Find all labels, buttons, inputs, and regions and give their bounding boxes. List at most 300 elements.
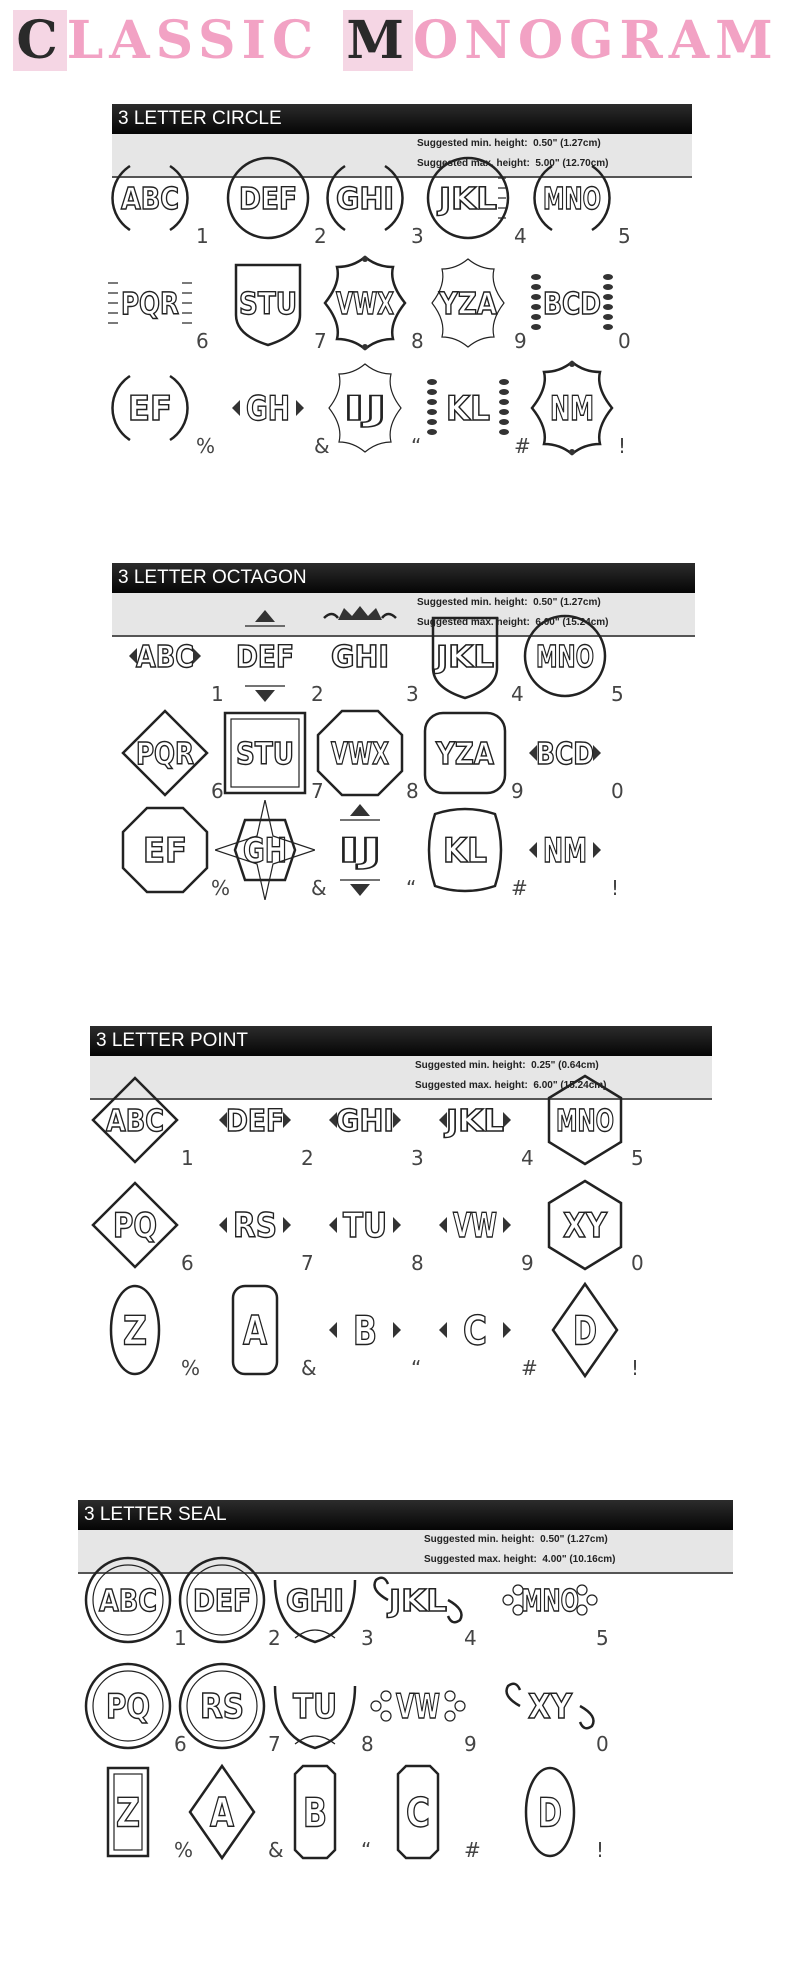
monogram-tile bbox=[425, 1280, 543, 1386]
monogram-letters: GHI bbox=[336, 181, 394, 217]
monogram-tile bbox=[85, 1175, 203, 1281]
monogram-letters: VWX bbox=[336, 286, 395, 322]
monogram-circle-lines-icon bbox=[418, 148, 518, 248]
leaf bbox=[531, 304, 541, 310]
style-number: 4 bbox=[464, 1626, 477, 1650]
monogram-tile bbox=[310, 606, 428, 712]
min-height-value: 0.50" (1.27cm) bbox=[533, 138, 601, 149]
style-number: 2 bbox=[301, 1146, 314, 1170]
monogram-letters: GH bbox=[246, 389, 290, 430]
monogram-tile bbox=[100, 148, 218, 254]
monogram-tile bbox=[515, 606, 633, 712]
monogram-scroll-icon bbox=[500, 1656, 600, 1756]
monogram-letters: PQ bbox=[106, 1687, 150, 1728]
style-number: 5 bbox=[631, 1146, 644, 1170]
flower bbox=[503, 1595, 513, 1605]
style-number: ! bbox=[611, 876, 620, 900]
monogram-letters: GHI bbox=[286, 1583, 344, 1619]
monogram-tile bbox=[310, 703, 428, 809]
monogram-rect-notch-icon bbox=[265, 1762, 365, 1862]
right-scroll bbox=[448, 1600, 462, 1622]
style-number: 4 bbox=[521, 1146, 534, 1170]
monogram-oval-icon bbox=[500, 1762, 600, 1862]
monogram-letters: JKL bbox=[433, 639, 494, 675]
monogram-circle-double-icon bbox=[172, 1656, 272, 1756]
monogram-letters: MNO bbox=[521, 1583, 579, 1619]
monogram-tile bbox=[418, 148, 536, 254]
monogram-tile bbox=[315, 1175, 433, 1281]
monogram-tile bbox=[310, 800, 428, 906]
page-title bbox=[0, 10, 792, 71]
monogram-letters: TU bbox=[343, 1206, 387, 1247]
monogram-octagon-icon bbox=[310, 703, 410, 803]
leaf bbox=[531, 284, 541, 290]
leaf bbox=[427, 399, 437, 405]
right-scroll bbox=[580, 1706, 594, 1728]
monogram-rect-notch-icon bbox=[368, 1762, 468, 1862]
title-part-2: ONOGRAM bbox=[412, 10, 779, 71]
style-number: ! bbox=[596, 1838, 605, 1862]
style-number: 7 bbox=[301, 1251, 314, 1275]
max-height-value: 5.00" (12.70cm) bbox=[535, 158, 609, 169]
style-number: 0 bbox=[611, 779, 624, 803]
style-number: 4 bbox=[511, 682, 524, 706]
monogram-letters: STU bbox=[239, 286, 297, 322]
monogram-star-icon bbox=[215, 800, 315, 900]
monogram-letters: B bbox=[353, 1308, 377, 1355]
leaf bbox=[603, 284, 613, 290]
monogram-letters: XY bbox=[528, 1687, 573, 1728]
left-scroll bbox=[507, 1684, 521, 1706]
title-part-1: LASSIC bbox=[66, 10, 344, 71]
monogram-letters: C bbox=[406, 1790, 430, 1837]
style-number: 1 bbox=[181, 1146, 194, 1170]
monogram-tile bbox=[418, 358, 536, 464]
style-number: 6 bbox=[196, 329, 209, 353]
monogram-diamond-icon bbox=[115, 703, 215, 803]
max-height-label: Suggested max. height: bbox=[417, 617, 530, 628]
monogram-letters: DEF bbox=[193, 1583, 251, 1619]
style-number: & bbox=[268, 1838, 284, 1862]
monogram-shield-icon bbox=[218, 253, 318, 353]
left-scroll bbox=[375, 1578, 389, 1600]
style-number: 8 bbox=[406, 779, 419, 803]
monogram-tile bbox=[535, 1070, 653, 1176]
section-heading: 3 LETTER POINT bbox=[90, 1026, 712, 1056]
ornament-dot bbox=[569, 361, 575, 367]
right-arrow bbox=[283, 1217, 291, 1233]
style-number: 3 bbox=[411, 1146, 424, 1170]
style-number: 8 bbox=[411, 1251, 424, 1275]
style-number: % bbox=[181, 1356, 201, 1380]
section-heading: 3 LETTER OCTAGON bbox=[112, 563, 695, 593]
top-tip bbox=[255, 610, 275, 622]
min-height-value: 0.25" (0.64cm) bbox=[531, 1060, 599, 1071]
style-number: & bbox=[314, 434, 330, 458]
leaf bbox=[499, 429, 509, 435]
style-number: 5 bbox=[596, 1626, 609, 1650]
monogram-arrows-icon bbox=[205, 1175, 305, 1275]
monogram-letters: IJ bbox=[343, 389, 387, 430]
monogram-hexagon-icon bbox=[535, 1175, 635, 1275]
leaf bbox=[603, 294, 613, 300]
monogram-letters: A bbox=[243, 1308, 268, 1355]
monogram-swirl-icon bbox=[265, 1550, 365, 1650]
monogram-letters: IJ bbox=[338, 831, 382, 872]
min-height-label: Suggested min. height: bbox=[417, 138, 528, 149]
style-number: 2 bbox=[314, 224, 327, 248]
style-number: “ bbox=[361, 1838, 372, 1862]
monogram-letters: KL bbox=[446, 389, 490, 430]
monogram-letters: RS bbox=[200, 1687, 244, 1728]
style-number: 7 bbox=[268, 1732, 281, 1756]
monogram-letters: ABC bbox=[121, 181, 179, 217]
leaf bbox=[603, 304, 613, 310]
left-arrow bbox=[329, 1322, 337, 1338]
monogram-letters: DEF bbox=[236, 639, 294, 675]
monogram-diamond-tall-icon bbox=[535, 1280, 635, 1380]
right-arrow bbox=[296, 400, 304, 416]
style-number: # bbox=[511, 876, 528, 900]
monogram-rect-tall-icon bbox=[78, 1762, 178, 1862]
right-arrow bbox=[503, 1112, 511, 1128]
style-number: 8 bbox=[361, 1732, 374, 1756]
style-number: 2 bbox=[311, 682, 324, 706]
monogram-circle-open-icon bbox=[100, 358, 200, 458]
monogram-scallop-icon bbox=[415, 800, 515, 900]
style-number: 6 bbox=[181, 1251, 194, 1275]
monogram-letters: JKL bbox=[443, 1103, 504, 1139]
monogram-tile bbox=[315, 253, 433, 359]
flower bbox=[381, 1691, 391, 1701]
monogram-swirl-icon bbox=[265, 1656, 365, 1756]
style-number: 9 bbox=[521, 1251, 534, 1275]
leaf bbox=[427, 379, 437, 385]
monogram-letters: NM bbox=[543, 831, 587, 872]
monogram-tile bbox=[85, 1280, 203, 1386]
style-number: 0 bbox=[631, 1251, 644, 1275]
monogram-shield-icon bbox=[415, 606, 515, 706]
leaf bbox=[499, 409, 509, 415]
monogram-diamond-tips-icon bbox=[310, 800, 410, 900]
flower bbox=[445, 1691, 455, 1701]
monogram-crown-icon bbox=[310, 606, 410, 706]
title-initial-c: C bbox=[13, 10, 66, 71]
leaf bbox=[427, 409, 437, 415]
left-arrow bbox=[219, 1217, 227, 1233]
max-height-label: Suggested max. height: bbox=[424, 1554, 537, 1565]
style-number: 7 bbox=[311, 779, 324, 803]
style-number: 6 bbox=[211, 779, 224, 803]
leaf bbox=[531, 294, 541, 300]
style-number: “ bbox=[411, 434, 422, 458]
monogram-letters: YZA bbox=[435, 736, 495, 772]
right-arrow bbox=[393, 1217, 401, 1233]
monogram-hexagon-icon bbox=[535, 1070, 635, 1170]
monogram-letters: NM bbox=[550, 389, 594, 430]
monogram-circle-side-icon bbox=[100, 253, 200, 353]
max-height-value: 6.00" (15.24cm) bbox=[533, 1080, 607, 1091]
monogram-tile bbox=[265, 1656, 383, 1762]
min-height-label: Suggested min. height: bbox=[415, 1060, 526, 1071]
right-arrow bbox=[593, 842, 601, 858]
monogram-letters: MNO bbox=[543, 181, 601, 217]
monogram-tile bbox=[205, 1070, 323, 1176]
style-number: 0 bbox=[618, 329, 631, 353]
monogram-ornate-icon bbox=[315, 253, 415, 353]
monogram-circle-open-icon bbox=[100, 148, 200, 248]
monogram-flowers-icon bbox=[368, 1656, 468, 1756]
monogram-tile bbox=[535, 1280, 653, 1386]
monogram-flowers-icon bbox=[500, 1550, 600, 1650]
right-arrow bbox=[283, 1112, 291, 1128]
bottom-tip bbox=[350, 884, 370, 896]
style-number: 0 bbox=[596, 1732, 609, 1756]
monogram-tile bbox=[522, 358, 640, 464]
monogram-tile bbox=[315, 1280, 433, 1386]
title-initial-m: M bbox=[343, 10, 413, 71]
monogram-circle-icon bbox=[218, 148, 318, 248]
monogram-letters: GH bbox=[243, 831, 287, 872]
monogram-tile bbox=[100, 253, 218, 359]
style-number: 5 bbox=[618, 224, 631, 248]
flower bbox=[455, 1701, 465, 1711]
monogram-arrows-icon bbox=[315, 1280, 415, 1380]
top-tip bbox=[350, 804, 370, 816]
leaf bbox=[531, 274, 541, 280]
section-heading: 3 LETTER SEAL bbox=[78, 1500, 733, 1530]
style-number: 1 bbox=[196, 224, 209, 248]
style-number: ! bbox=[618, 434, 627, 458]
leaf bbox=[499, 389, 509, 395]
style-number: “ bbox=[411, 1356, 422, 1380]
flower bbox=[371, 1701, 381, 1711]
monogram-letters: JKL bbox=[386, 1583, 447, 1619]
style-number: 1 bbox=[211, 682, 224, 706]
bottom-tip bbox=[255, 690, 275, 702]
monogram-arrows-icon bbox=[315, 1175, 415, 1275]
leaf bbox=[427, 429, 437, 435]
left-arrow bbox=[439, 1217, 447, 1233]
monogram-letters: DEF bbox=[226, 1103, 284, 1139]
monogram-rounded-tall-icon bbox=[205, 1280, 305, 1380]
monogram-tile bbox=[535, 1175, 653, 1281]
style-number: 6 bbox=[174, 1732, 187, 1756]
style-number: % bbox=[196, 434, 216, 458]
monogram-tile bbox=[205, 1175, 323, 1281]
max-height-value: 4.00" (10.16cm) bbox=[542, 1554, 616, 1565]
monogram-diamond-tall-icon bbox=[172, 1762, 272, 1862]
monogram-arrows-icon bbox=[425, 1070, 525, 1170]
monogram-letters: Z bbox=[123, 1308, 147, 1355]
monogram-scroll-icon bbox=[368, 1550, 468, 1650]
style-number: 9 bbox=[514, 329, 527, 353]
min-height-row bbox=[424, 1534, 608, 1545]
right-arc bbox=[170, 376, 188, 440]
monogram-arrows-icon bbox=[115, 606, 215, 706]
monogram-letters: D bbox=[573, 1308, 597, 1355]
monogram-tile bbox=[85, 1070, 203, 1176]
section-heading: 3 LETTER CIRCLE bbox=[112, 104, 692, 134]
right-arrow bbox=[503, 1217, 511, 1233]
monogram-letters: ABC bbox=[99, 1583, 157, 1619]
leaf bbox=[603, 274, 613, 280]
monogram-octagon-icon bbox=[115, 800, 215, 900]
right-arrow bbox=[393, 1322, 401, 1338]
flower bbox=[445, 1711, 455, 1721]
monogram-letters: BCD bbox=[543, 286, 601, 322]
monogram-ornate-light-icon bbox=[315, 358, 415, 458]
monogram-letters: DEF bbox=[239, 181, 297, 217]
style-number: 3 bbox=[406, 682, 419, 706]
right-arrow bbox=[193, 648, 201, 664]
monogram-arrows-icon bbox=[425, 1175, 525, 1275]
monogram-letters: Z bbox=[116, 1790, 140, 1837]
monogram-letters: B bbox=[303, 1790, 327, 1837]
crown bbox=[338, 606, 382, 620]
monogram-diamond-icon bbox=[85, 1175, 185, 1275]
monogram-letters: PQR bbox=[136, 736, 195, 772]
leaf bbox=[499, 419, 509, 425]
monogram-tile bbox=[368, 1762, 486, 1868]
min-height-value: 0.50" (1.27cm) bbox=[540, 1534, 608, 1545]
style-number: # bbox=[464, 1838, 481, 1862]
ornament-dot bbox=[362, 344, 368, 350]
monogram-tile bbox=[368, 1550, 486, 1656]
monogram-letters: BCD bbox=[536, 736, 594, 772]
flower bbox=[587, 1595, 597, 1605]
monogram-arrows-icon bbox=[218, 358, 318, 458]
leaf bbox=[427, 419, 437, 425]
monogram-circle-double-icon bbox=[78, 1550, 178, 1650]
monogram-tile bbox=[425, 1070, 543, 1176]
monogram-diamond-tips-icon bbox=[215, 606, 315, 706]
style-number: 2 bbox=[268, 1626, 281, 1650]
monogram-arrows-icon bbox=[515, 800, 615, 900]
max-height-label: Suggested max. height: bbox=[417, 158, 530, 169]
monogram-tile bbox=[100, 358, 218, 464]
monogram-letters: MNO bbox=[536, 639, 594, 675]
style-number: # bbox=[514, 434, 531, 458]
style-number: 4 bbox=[514, 224, 527, 248]
monogram-tile bbox=[522, 253, 640, 359]
style-number: 8 bbox=[411, 329, 424, 353]
style-number: & bbox=[301, 1356, 317, 1380]
monogram-letters: EF bbox=[128, 389, 172, 430]
monogram-letters: VW bbox=[453, 1206, 497, 1247]
monogram-tile bbox=[500, 1762, 618, 1868]
style-number: % bbox=[174, 1838, 194, 1862]
monogram-circle-open-icon bbox=[522, 148, 622, 248]
left-arrow bbox=[529, 842, 537, 858]
left-arrow bbox=[439, 1322, 447, 1338]
monogram-laurel-icon bbox=[522, 253, 622, 353]
style-number: 3 bbox=[411, 224, 424, 248]
monogram-ornate-icon bbox=[522, 358, 622, 458]
monogram-circle-icon bbox=[515, 606, 615, 706]
monogram-letters: KL bbox=[443, 831, 487, 872]
monogram-arrows-icon bbox=[425, 1280, 525, 1380]
monogram-letters: C bbox=[463, 1308, 487, 1355]
ornament-dot bbox=[362, 256, 368, 262]
min-height-value: 0.50" (1.27cm) bbox=[533, 597, 601, 608]
right-arrow bbox=[593, 745, 601, 761]
monogram-tile bbox=[515, 800, 633, 906]
monogram-square-icon bbox=[215, 703, 315, 803]
style-number: 9 bbox=[464, 1732, 477, 1756]
max-height-label: Suggested max. height: bbox=[415, 1080, 528, 1091]
monogram-letters: GHI bbox=[336, 1103, 394, 1139]
monogram-letters: TU bbox=[293, 1687, 337, 1728]
monogram-tile bbox=[315, 1070, 433, 1176]
monogram-letters: A bbox=[210, 1790, 235, 1837]
style-number: 5 bbox=[611, 682, 624, 706]
min-height-label: Suggested min. height: bbox=[417, 597, 528, 608]
monogram-arrows-icon bbox=[515, 703, 615, 803]
max-height-value: 6.00" (15.24cm) bbox=[535, 617, 609, 628]
monogram-letters: VWX bbox=[331, 736, 390, 772]
style-number: “ bbox=[406, 876, 417, 900]
monogram-circle-open-icon bbox=[315, 148, 415, 248]
leaf bbox=[531, 314, 541, 320]
monogram-letters: EF bbox=[143, 831, 187, 872]
monogram-diamond-icon bbox=[85, 1070, 185, 1170]
monogram-letters: YZA bbox=[438, 286, 498, 322]
monogram-arrows-icon bbox=[315, 1070, 415, 1170]
monogram-rounded-icon bbox=[415, 703, 515, 803]
min-height-label: Suggested min. height: bbox=[424, 1534, 535, 1545]
monogram-letters: XY bbox=[563, 1206, 608, 1247]
monogram-ornate-light-icon bbox=[418, 253, 518, 353]
left-arrow bbox=[232, 400, 240, 416]
leaf bbox=[499, 379, 509, 385]
right-arrow bbox=[393, 1112, 401, 1128]
style-number: ! bbox=[631, 1356, 640, 1380]
monogram-arrows-icon bbox=[205, 1070, 305, 1170]
monogram-letters: MNO bbox=[556, 1103, 614, 1139]
style-number: 7 bbox=[314, 329, 327, 353]
ornament-dot bbox=[569, 449, 575, 455]
monogram-tile bbox=[500, 1550, 618, 1656]
leaf bbox=[531, 324, 541, 330]
monogram-letters: ABC bbox=[106, 1103, 164, 1139]
monogram-circle-double-icon bbox=[172, 1550, 272, 1650]
monogram-laurel-icon bbox=[418, 358, 518, 458]
leaf bbox=[427, 389, 437, 395]
monogram-tile bbox=[368, 1656, 486, 1762]
monogram-tile bbox=[265, 1550, 383, 1656]
monogram-tile bbox=[205, 1280, 323, 1386]
left-arrow bbox=[329, 1217, 337, 1233]
monogram-tile bbox=[418, 253, 536, 359]
monogram-tile bbox=[522, 148, 640, 254]
monogram-letters: STU bbox=[236, 736, 294, 772]
monogram-tile bbox=[500, 1656, 618, 1762]
monogram-tile bbox=[315, 358, 433, 464]
monogram-letters: RS bbox=[233, 1206, 277, 1247]
monogram-letters: ABC bbox=[136, 639, 194, 675]
monogram-circle-double-icon bbox=[78, 1656, 178, 1756]
monogram-letters: PQ bbox=[113, 1206, 157, 1247]
style-number: 1 bbox=[174, 1626, 187, 1650]
flower bbox=[381, 1711, 391, 1721]
style-number: 3 bbox=[361, 1626, 374, 1650]
right-arrow bbox=[503, 1322, 511, 1338]
style-number: & bbox=[311, 876, 327, 900]
monogram-oval-icon bbox=[85, 1280, 185, 1380]
leaf bbox=[603, 314, 613, 320]
monogram-letters: GHI bbox=[331, 639, 389, 675]
